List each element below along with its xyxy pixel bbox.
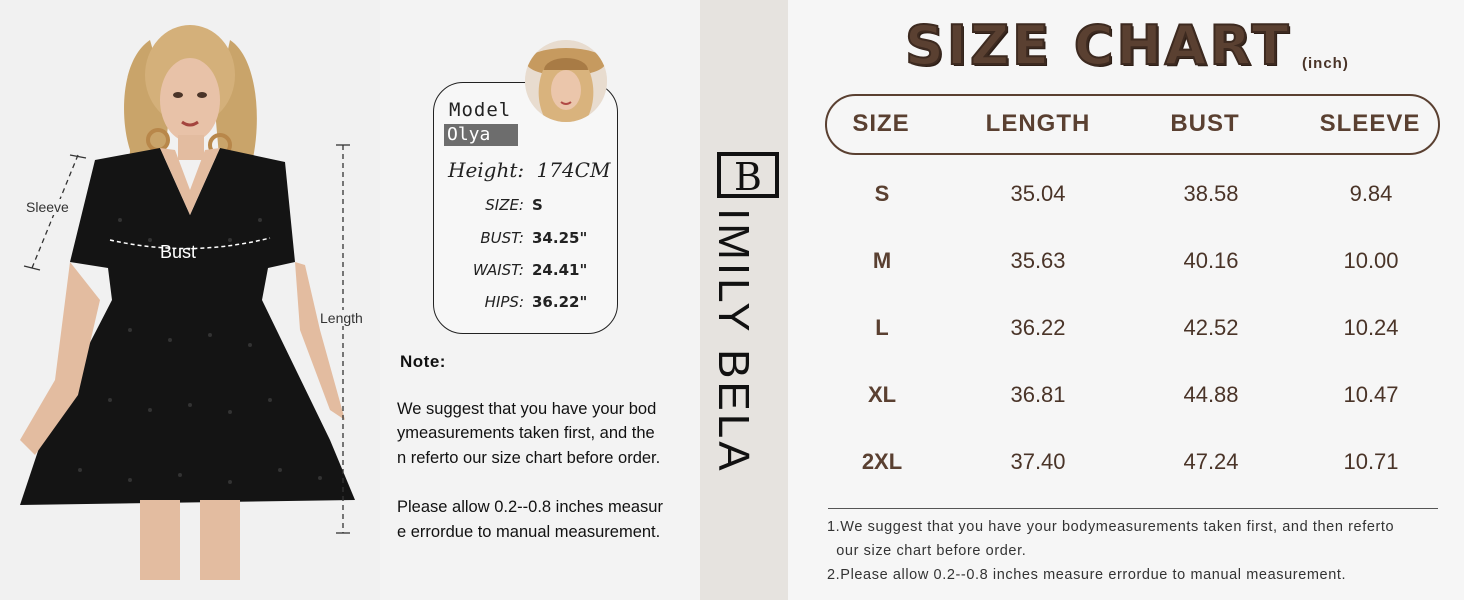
spec-key: HIPS: bbox=[484, 293, 524, 311]
note-line: ymeasurements taken first, and the bbox=[397, 424, 655, 442]
size-cell: M bbox=[872, 248, 892, 273]
bust-cell: 47.24 bbox=[1183, 449, 1239, 474]
model-name-tag: Olya bbox=[444, 124, 518, 146]
footnote-line: our size chart before order. bbox=[827, 543, 1027, 559]
length-cell: 36.81 bbox=[1010, 382, 1066, 407]
sleeve-cell: 10.71 bbox=[1343, 449, 1399, 474]
bust-cell: 40.16 bbox=[1183, 248, 1239, 273]
note-line: Please allow 0.2--0.8 inches measur bbox=[397, 498, 663, 516]
footnote-line: 2.Please allow 0.2--0.8 inches measure errordue to manual measurement. bbox=[827, 567, 1347, 583]
spec-value: 24.41" bbox=[532, 261, 588, 279]
length-cell: 35.63 bbox=[1010, 248, 1066, 273]
sleeve-cell: 10.00 bbox=[1343, 248, 1399, 273]
column-header-sleeve: SLEEVE bbox=[1319, 110, 1421, 137]
column-header-bust: BUST bbox=[1170, 110, 1240, 137]
sleeve-label: Sleeve bbox=[26, 199, 69, 215]
spec-row-bust bbox=[448, 229, 608, 247]
bust-label: Bust bbox=[160, 242, 197, 262]
bust-cell: 38.58 bbox=[1183, 181, 1239, 206]
column-header-length: LENGTH bbox=[985, 110, 1091, 137]
model-word: Model bbox=[449, 99, 512, 121]
length-cell: 35.04 bbox=[1010, 181, 1066, 206]
bust-cell: 42.52 bbox=[1183, 315, 1239, 340]
height-label: Height: bbox=[448, 158, 525, 182]
size-cell: L bbox=[875, 315, 889, 340]
size-cell: 2XL bbox=[861, 449, 903, 474]
model-portrait-icon bbox=[525, 40, 607, 122]
height-value: 174CM bbox=[536, 158, 611, 182]
brand-name: IMILY BELA bbox=[709, 208, 758, 474]
spec-key: BUST: bbox=[480, 229, 524, 247]
spec-value: 34.25" bbox=[532, 229, 588, 247]
spec-row-waist bbox=[448, 261, 608, 279]
size-chart-panel bbox=[788, 0, 1464, 600]
column-header-size: SIZE bbox=[852, 110, 910, 137]
size-chart-unit: (inch) bbox=[1302, 55, 1349, 72]
spec-row-size bbox=[448, 196, 608, 214]
note-title: Note: bbox=[400, 352, 446, 371]
bust-cell: 44.88 bbox=[1183, 382, 1239, 407]
footnote-line: 1.We suggest that you have your bodymeasurements taken first, and then referto bbox=[827, 519, 1395, 535]
spec-row-hips bbox=[448, 293, 608, 311]
size-cell: XL bbox=[867, 382, 897, 407]
brand-logo-letter: B bbox=[734, 155, 762, 198]
length-cell: 36.22 bbox=[1010, 315, 1066, 340]
model-dress-illustration bbox=[0, 0, 380, 600]
model-height bbox=[448, 158, 610, 182]
note-line: We suggest that you have your bod bbox=[397, 400, 657, 418]
footnote-divider bbox=[828, 508, 1438, 509]
spec-key: SIZE: bbox=[485, 196, 524, 214]
size-chart-title: SIZE CHART bbox=[905, 14, 1292, 77]
size-cell: S bbox=[874, 181, 890, 206]
spec-value: S bbox=[532, 196, 543, 214]
note-line: n referto our size chart before order. bbox=[397, 449, 661, 467]
model-avatar bbox=[525, 40, 607, 122]
sleeve-cell: 9.84 bbox=[1349, 181, 1393, 206]
spec-value: 36.22" bbox=[532, 293, 588, 311]
length-label: Length bbox=[320, 310, 363, 326]
sleeve-cell: 10.47 bbox=[1343, 382, 1399, 407]
length-cell: 37.40 bbox=[1010, 449, 1066, 474]
sleeve-cell: 10.24 bbox=[1343, 315, 1399, 340]
brand-logo-icon bbox=[717, 152, 779, 198]
spec-key: WAIST: bbox=[472, 261, 524, 279]
note-line: e errordue to manual measurement. bbox=[397, 523, 661, 541]
model-photo-area bbox=[0, 0, 380, 600]
